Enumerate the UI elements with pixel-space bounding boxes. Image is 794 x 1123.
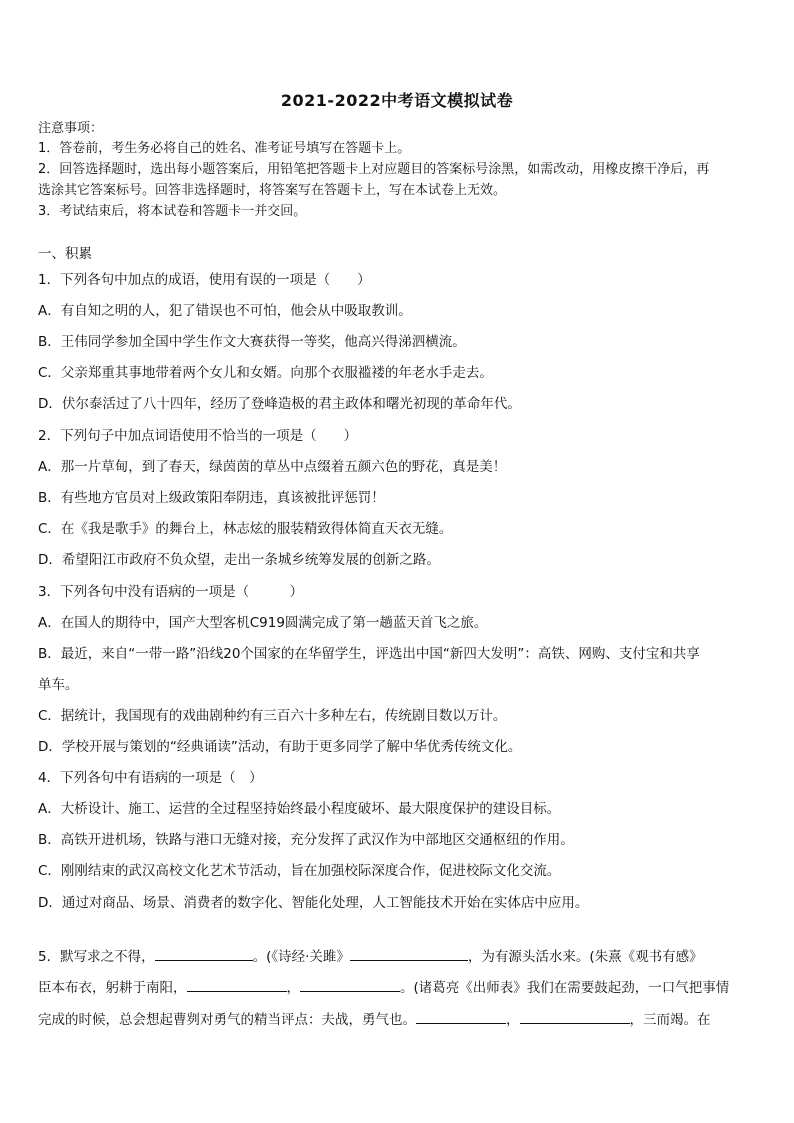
q5-text: 5．默写求之不得， bbox=[38, 949, 155, 965]
page-title: 2021-2022中考语文模拟试卷 bbox=[280, 91, 514, 110]
q2-option-b: B．有些地方官员对上级政策阳奉阴违，真该被批评惩罚！ bbox=[38, 490, 385, 506]
q5-text: ， bbox=[286, 980, 300, 996]
q3-option-b-line2: 单车。 bbox=[38, 677, 79, 693]
q3-option-b-line1: B．最近，来自“一带一路”沿线20个国家的在华留学生，评选出中国“新四大发明”：高铁、网购、支付宝和共享 bbox=[38, 646, 700, 662]
answer-blank[interactable] bbox=[350, 946, 468, 961]
q3-stem: 3．下列各句中没有语病的一项是（ ） bbox=[38, 584, 304, 600]
answer-blank[interactable] bbox=[187, 977, 287, 992]
notice-line-2a: 2．回答选择题时，选出每小题答案后，用铅笔把答题卡上对应题目的答案标号涂黑，如需改动，用橡皮擦干净后，再 bbox=[38, 162, 710, 177]
q5-text: 完成的时候，总会想起曹刿对勇气的精当评点：夫战，勇气也。 bbox=[38, 1012, 416, 1028]
q4-option-b: B．高铁开进机场，铁路与港口无缝对接，充分发挥了武汉作为中部地区交通枢纽的作用。 bbox=[38, 832, 574, 848]
q2-stem: 2．下列句子中加点词语使用不恰当的一项是（ ） bbox=[38, 428, 358, 444]
q3-option-c: C．据统计，我国现有的戏曲剧种约有三百六十多种左右，传统剧目数以万计。 bbox=[38, 708, 507, 724]
q1-option-a: A．有自知之明的人，犯了错误也不可怕，他会从中吸取教训。 bbox=[38, 303, 412, 319]
q5-text: ， bbox=[506, 1012, 520, 1028]
q5-text: ，三而竭。在 bbox=[629, 1012, 711, 1028]
notice-heading: 注意事项： bbox=[38, 121, 104, 136]
q5-line-3 bbox=[38, 1009, 711, 1029]
q5-line-1 bbox=[38, 946, 703, 966]
q2-option-a: A．那一片草甸，到了春天，绿茵茵的草丛中点缀着五颜六色的野花，真是美！ bbox=[38, 459, 507, 475]
q3-option-d: D．学校开展与策划的“经典诵读”活动，有助于更多同学了解中华优秀传统文化。 bbox=[38, 739, 522, 755]
q5-text: ，为有源头活水来。(朱熹《观书有感》 bbox=[467, 949, 703, 965]
answer-blank[interactable] bbox=[520, 1009, 630, 1024]
notice-line-1: 1．答卷前，考生务必将自己的姓名、准考证号填写在答题卡上。 bbox=[38, 141, 411, 156]
q4-option-a: A．大桥设计、施工、运营的全过程坚持始终最小程度破坏、最大限度保护的建设目标。 bbox=[38, 801, 561, 817]
notice-line-2b: 选涂其它答案标号。回答非选择题时，将答案写在答题卡上，写在本试卷上无效。 bbox=[38, 183, 507, 198]
q5-text: 。(诸葛亮《出师表》我们在需要鼓起劲，一口气把事情 bbox=[400, 980, 730, 996]
q1-stem: 1．下列各句中加点的成语，使用有误的一项是（ ） bbox=[38, 272, 371, 288]
answer-blank[interactable] bbox=[155, 946, 253, 961]
q4-option-c: C．刚刚结束的武汉高校文化艺术节活动，旨在加强校际深度合作，促进校际文化交流。 bbox=[38, 863, 561, 879]
q2-option-c: C．在《我是歌手》的舞台上，林志炫的服装精致得体简直天衣无缝。 bbox=[38, 521, 453, 537]
answer-blank[interactable] bbox=[416, 1009, 506, 1024]
q1-option-d: D．伏尔泰活过了八十四年，经历了登峰造极的君主政体和曙光初现的革命年代。 bbox=[38, 396, 521, 412]
section-heading: 一、积累 bbox=[38, 246, 92, 262]
q1-option-b: B．王伟同学参加全国中学生作文大赛获得一等奖，他高兴得涕泗横流。 bbox=[38, 334, 466, 350]
notice-line-3: 3．考试结束后，将本试卷和答题卡一并交回。 bbox=[38, 204, 307, 219]
q5-line-2 bbox=[38, 977, 729, 997]
q3-option-a: A．在国人的期待中，国产大型客机C919圆满完成了第一趟蓝天首飞之旅。 bbox=[38, 615, 488, 631]
q4-option-d: D．通过对商品、场景、消费者的数字化、智能化处理，人工智能技术开始在实体店中应用。 bbox=[38, 895, 589, 911]
q2-option-d: D．希望阳江市政府不负众望，走出一条城乡统筹发展的创新之路。 bbox=[38, 552, 440, 568]
q1-option-c: C．父亲郑重其事地带着两个女儿和女婿。向那个衣服褴褛的年老水手走去。 bbox=[38, 365, 493, 381]
q4-stem: 4．下列各句中有语病的一项是（ ） bbox=[38, 770, 263, 786]
answer-blank[interactable] bbox=[300, 977, 400, 992]
q5-text: 。(《诗经·关雎》 bbox=[252, 949, 350, 965]
q5-text: 臣本布衣，躬耕于南阳， bbox=[38, 980, 187, 996]
